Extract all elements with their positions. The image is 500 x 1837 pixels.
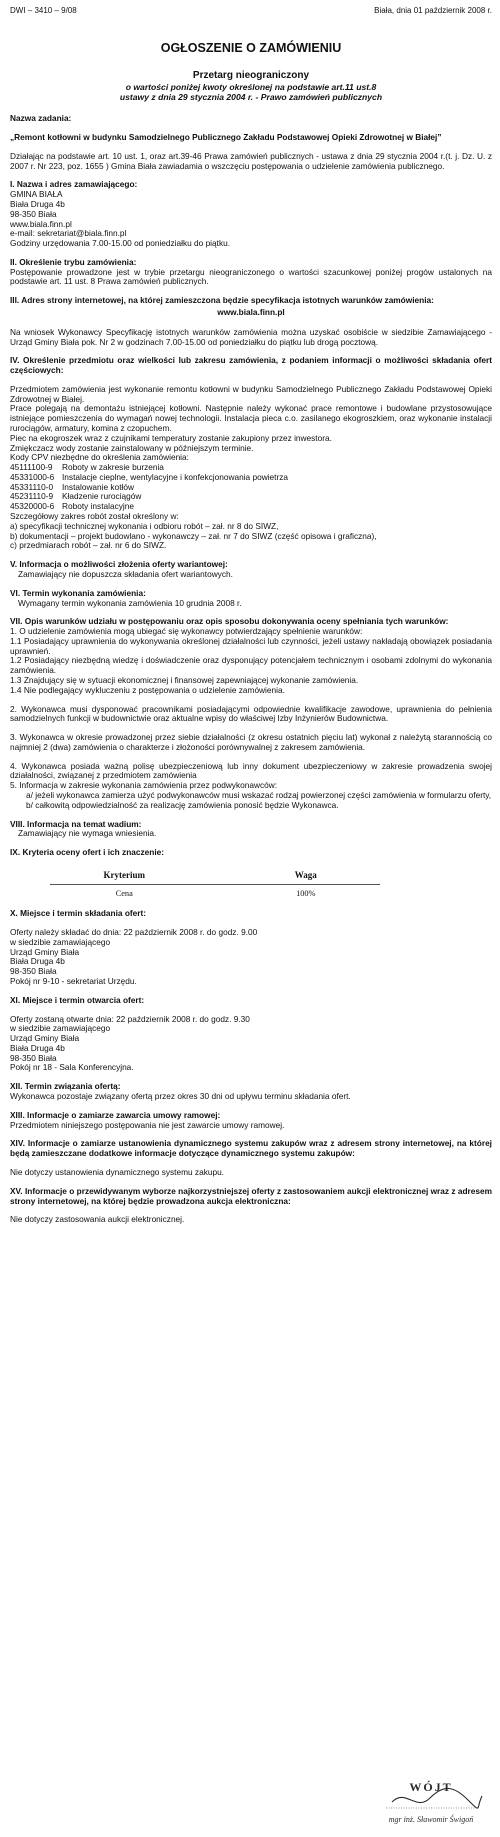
signatory-name: mgr inż. Sławomir Świgoń bbox=[388, 1815, 474, 1824]
office-hours: Godziny urzędowania 7.00-15.00 od poniedziałku do piątku. bbox=[10, 238, 231, 249]
scope-label: Szczegółowy zakres robót został określony w: bbox=[10, 511, 179, 522]
column-header-criterion: Kryterium bbox=[103, 869, 145, 880]
criterion-cell: Cena bbox=[115, 888, 133, 898]
section-5-text: Zamawiający nie dopuszcza składania ofert wariantowych. bbox=[18, 568, 233, 579]
table-row bbox=[50, 887, 380, 901]
section-2-heading: II. Określenie trybu zamówienia: bbox=[10, 256, 137, 267]
spec-url-link[interactable]: www.biala.finn.pl bbox=[217, 306, 285, 317]
submission-line: Biała Druga 4b bbox=[10, 956, 65, 967]
opening-line: Biała Druga 4b bbox=[10, 1042, 65, 1053]
cpv-code: 45111100-9 bbox=[10, 462, 53, 473]
document-title: OGŁOSZENIE O ZAMÓWIENIU bbox=[160, 41, 342, 56]
signature-stamp bbox=[372, 1778, 490, 1830]
section-11-lines bbox=[10, 1015, 492, 1074]
conditions-line: 1.2 Posiadający niezbędną wiedzę i doświadczenie oraz dysponujący potencjałem technicznym i osobami zdolnymi do wykonania zamówienia. bbox=[10, 655, 492, 676]
condition-5b: b/ całkowitą odpowiedzialność za realizację zamówienia ponosić będzie Wykonawca. bbox=[26, 799, 339, 810]
opening-line: Oferty zostaną otwarte dnia: 22 październik 2008 r. do godz. 9.30 bbox=[10, 1013, 250, 1024]
cpv-desc: Instalacje cieplne, wentylacyjne i konfekcjonowania powietrza bbox=[62, 471, 288, 482]
opening-line: 98-350 Biała bbox=[10, 1052, 57, 1063]
column-header-weight: Waga bbox=[294, 869, 317, 880]
cpv-desc: Instalowanie kotłów bbox=[62, 481, 134, 492]
conditions-line: 1.1 Posiadający uprawnienia do wykonywania określonej działalności lub czynności, jeżeli ustawy nakładają obowiązek posiadania uprawnień. bbox=[10, 635, 492, 656]
address-line: Biała Druga 4b bbox=[10, 198, 65, 209]
table-divider bbox=[50, 884, 380, 885]
section-14-text: Nie dotyczy ustanowienia dynamicznego systemu zakupu. bbox=[10, 1166, 224, 1177]
cpv-code: 45331000-6 bbox=[10, 471, 55, 482]
address-line: 98-350 Biała bbox=[10, 208, 57, 219]
cpv-desc: Roboty w zakresie burzenia bbox=[62, 462, 164, 473]
task-label: Nazwa zadania: bbox=[10, 113, 72, 124]
criteria-table bbox=[50, 868, 380, 900]
section-8-text: Zamawiający nie wymaga wniesienia. bbox=[18, 828, 157, 839]
scope-item: c) przedmiarach robót – zał. nr 6 do SIWZ. bbox=[10, 540, 167, 551]
cpv-list bbox=[10, 463, 492, 512]
submission-line: w siedzibie zamawiającego bbox=[10, 936, 111, 947]
condition-3: 3. Wykonawca w okresie prowadzonej przez siebie działalności (z okresu ostatnich pięciu lat) wykonał z należytą starannością co najmniej 2 (dwa) zamówienia o charakterze i złożoności porównywalnej z zakresem zamówienia. bbox=[10, 732, 492, 752]
section-4-line: Zmiękczacz wody zostanie zainstalowany w późniejszym terminie. bbox=[10, 442, 254, 453]
legal-basis-line-2: ustawy z dnia 29 stycznia 2004 r. - Prawo zamówień publicznych bbox=[119, 92, 383, 103]
condition-5a: a/ jeżeli wykonawca zamierza użyć podwykonawców musi wskazać rodzaj powierzonej części zamówienia w formularzu oferty, bbox=[26, 790, 492, 801]
condition-2: 2. Wykonawca musi dysponować pracownikami posiadającymi odpowiednie kwalifikacje zawodowe, uprawnienia do pełnienia samodzielnych funkcji w budownictwie oraz aktualne wpisy do właściwej Izby Inżynierów Budownictwa. bbox=[10, 703, 492, 724]
cpv-code: 45320000-6 bbox=[10, 501, 55, 512]
document-header bbox=[10, 6, 492, 15]
section-12-heading: XII. Termin związania ofertą: bbox=[10, 1081, 121, 1092]
section-6-text: Wymagany termin wykonania zamówienia 10 grudnia 2008 r. bbox=[18, 597, 242, 608]
submission-line: 98-350 Biała bbox=[10, 966, 57, 977]
cpv-desc: Roboty instalacyjne bbox=[62, 501, 134, 512]
section-3-heading: III. Adres strony internetowej, na której zamieszczona będzie specyfikacja istotnych warunków zamówienia: bbox=[10, 295, 434, 306]
weight-cell: 100% bbox=[296, 888, 316, 898]
condition-5: 5. Informacja w zakresie wykonania zamówienia przez podwykonawców: bbox=[10, 780, 278, 791]
address-line: GMINA BIAŁA bbox=[10, 189, 63, 200]
section-1-heading: I. Nazwa i adres zamawiającego: bbox=[10, 179, 138, 190]
section-2-text: Postępowanie prowadzone jest w trybie przetargu nieograniczonego o wartości szacunkowej poniżej progów ustalonych na podstawie art. 11 ust. 8 Prawa zamówień publicznych. bbox=[10, 266, 492, 287]
cpv-code: 45231110-9 bbox=[10, 491, 54, 502]
section-15-heading: XV. Informacje o przewidywanym wyborze najkorzystniejszej oferty z zastosowaniem aukcji elektronicznej wraz z adresem strony internetowej, na której będzie prowadzona aukcja elektroniczna: bbox=[10, 1185, 492, 1206]
document-date: Biała, dnia 01 październik 2008 r. bbox=[374, 6, 492, 15]
conditions-line: 1. O udzielenie zamówienia mogą ubiegać się wykonawcy potwierdzający spełnienie warunków: bbox=[10, 626, 363, 637]
conditions-line: 1.4 Nie podlegający wykluczeniu z postępowania o udzielenie zamówienia. bbox=[10, 684, 285, 695]
section-4-line: Prace polegają na demontażu istniejącej kotłowni. Następnie należy wykonać prace remontowe i budowlane przystosowujące istniejące pomieszczenia do wymagań nowej technologii. Instalacja pieca c.o. zasilanego ekogroszkiem, oraz wykonanie instalacji rurociągów, armatury, komina z czopuchem. bbox=[10, 403, 492, 434]
scope-item: b) dokumentacji – projekt budowlano - wykonawczy – zał. nr 7 do SIWZ (część opisowa i graficzna), bbox=[10, 530, 377, 541]
scope-item: a) specyfikacji technicznej wykonania i odbioru robót – zał. nr 8 do SIWZ, bbox=[10, 520, 279, 531]
section-4-intro: Przedmiotem zamówienia jest wykonanie remontu kotłowni w budynku Samodzielnego Publicznego Zakładu Podstawowej Opieki Zdrowotnej w Białej. bbox=[10, 383, 492, 404]
section-1-address bbox=[10, 190, 492, 249]
section-4-heading: IV. Określenie przedmiotu oraz wielkości lub zakresu zamówienia, z podaniem informacji o możliwości składania ofert częściowych: bbox=[10, 355, 492, 376]
cpv-label: Kody CPV niezbędne do określenia zamówienia: bbox=[10, 452, 189, 463]
stamp-title: WÓJT bbox=[409, 1780, 453, 1794]
task-name: „Remont kotłowni w budynku Samodzielnego Publicznego Zakładu Podstawowej Opieki Zdrowotnej w Białej” bbox=[10, 132, 442, 143]
criteria-table-header bbox=[50, 868, 380, 883]
section-3-text: Na wniosek Wykonawcy Specyfikację istotnych warunków zamówienia można uzyskać osobiście w siedzibie Zamawiającego - Urząd Gminy Biała pok. Nr 2 w godzinach 7.00-15.00 od poniedziałku do piątku lub drogą pocztową. bbox=[10, 326, 492, 347]
reference-number: DWI – 3410 – 9/08 bbox=[10, 6, 77, 15]
conditions-line: 1.3 Znajdujący się w sytuacji ekonomicznej i finansowej zapewniającej wykonanie zamówienia. bbox=[10, 674, 359, 685]
procedure-type: Przetarg nieograniczony bbox=[192, 70, 310, 82]
task-intro: Działając na podstawie art. 10 ust. 1, oraz art.39-46 Prawa zamówień publicznych - ustawa z dnia 29 stycznia 2004 r.(t. j. Dz. U. z 2007 r. Nr 223, poz. 1655 ) Gmina Biała zawiadamia o wszczęciu postępowania o udzielenie zamówienia publicznego. bbox=[10, 150, 492, 171]
section-6-heading: VI. Termin wykonania zamówienia: bbox=[10, 587, 146, 598]
section-13-heading: XIII. Informacje o zamiarze zawarcia umowy ramowej: bbox=[10, 1109, 221, 1120]
submission-line: Pokój nr 9-10 - sekretariat Urzędu. bbox=[10, 976, 137, 986]
legal-basis-line-1: o wartości poniżej kwoty określonej na podstawie art.11 ust.8 bbox=[125, 81, 377, 92]
cpv-code: 45331110-0 bbox=[10, 481, 54, 492]
section-5-heading: V. Informacja o możliwości złożenia oferty wariantowej: bbox=[10, 559, 228, 570]
section-11-heading: XI. Miejsce i termin otwarcia ofert: bbox=[10, 994, 145, 1005]
condition-4: 4. Wykonawca posiada ważną polisę ubezpieczeniową lub inny dokument ubezpieczeniowy w zakresie prowadzenia swojej działalności, związanej z przedmiotem zamówienia bbox=[10, 760, 492, 781]
section-7-heading: VII. Opis warunków udziału w postępowaniu oraz opis sposobu dokonywania oceny spełniania tych warunków: bbox=[10, 616, 449, 627]
opening-line: Urząd Gminy Biała bbox=[10, 1033, 80, 1044]
opening-line: Pokój nr 18 - Sala Konferencyjna. bbox=[10, 1062, 134, 1073]
website-link[interactable]: www.biala.finn.pl bbox=[10, 218, 72, 229]
section-10-heading: X. Miejsce i termin składania ofert: bbox=[10, 908, 147, 919]
opening-line: w siedzibie zamawiającego bbox=[10, 1023, 111, 1034]
email-link[interactable]: e-mail: sekretariat@biala.finn.pl bbox=[10, 228, 127, 239]
section-15-text: Nie dotyczy zastosowania aukcji elektronicznej. bbox=[10, 1214, 185, 1225]
section-4-line: Piec na ekogroszek wraz z czujnikami temperatury zostanie zakupiony przez inwestora. bbox=[10, 432, 332, 443]
section-14-heading: XIV. Informacje o zamiarze ustanowienia dynamicznego systemu zakupów wraz z adresem strony internetowej, na której będą zamieszczane dodatkowe informacje dotyczące dynamicznego systemu zakupów: bbox=[10, 1138, 492, 1159]
submission-line: Urząd Gminy Biała bbox=[10, 946, 80, 957]
section-9-heading: IX. Kryteria oceny ofert i ich znaczenie: bbox=[10, 847, 165, 858]
section-12-text: Wykonawca pozostaje związany ofertą przez okres 30 dni od upływu terminu składania ofert. bbox=[10, 1091, 351, 1102]
submission-line: Oferty należy składać do dnia: 22 październik 2008 r. do godz. 9.00 bbox=[10, 927, 258, 938]
section-13-text: Przedmiotem niniejszego postępowania nie jest zawarcie umowy ramowej. bbox=[10, 1119, 285, 1130]
cpv-desc: Kładzenie rurociągów bbox=[62, 491, 142, 502]
section-8-heading: VIII. Informacja na temat wadium: bbox=[10, 818, 142, 829]
section-10-lines bbox=[10, 928, 492, 987]
